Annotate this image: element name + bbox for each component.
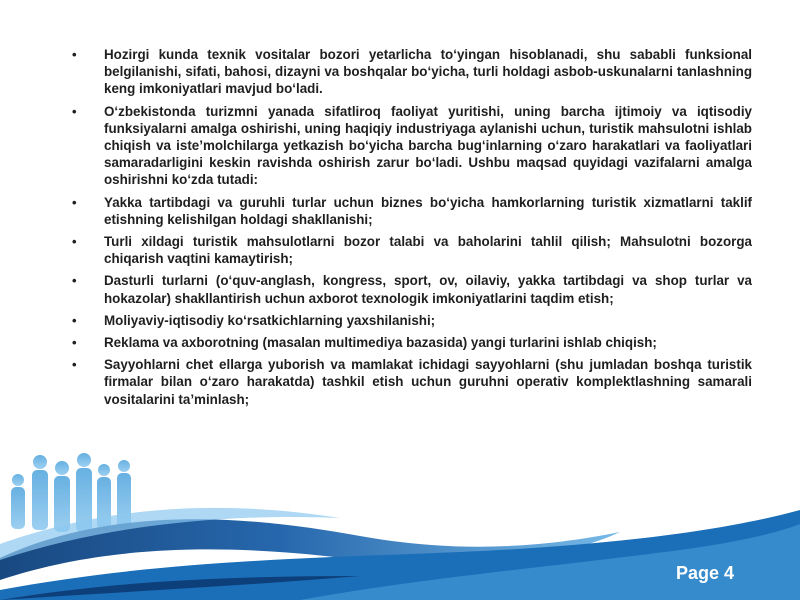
- bullet-item: [72, 194, 752, 228]
- bullet-text: Hozirgi kunda texnik vositalar bozori yetarlicha to‘yingan hisoblanadi, shu sababli funksional belgilanishi, sifati, bahosi, dizayni va boshqalar bo‘yicha, turli holdagi asbob-uskunalarni tanlashning keng imkoniyatlari mavjud bo‘ladi.: [104, 47, 752, 97]
- bullet-marker: •: [72, 312, 77, 328]
- bullet-list: [72, 46, 752, 413]
- bullet-marker: •: [72, 194, 77, 210]
- bullet-marker: •: [72, 273, 77, 289]
- bullet-marker: •: [72, 103, 77, 119]
- bullet-text: Moliyaviy-iqtisodiy ko‘rsatkichlarning yaxshilanishi;: [104, 312, 436, 328]
- bullet-item: [72, 312, 752, 329]
- bullet-text: Sayyohlarni chet ellarga yuborish va mamlakat ichidagi sayyohlarni (shu jumladan boshqa turistik firmalar bilan o‘zaro harakatda) tashkil etish uchun guruhni operativ komplektlashning samarali vositalarini ta’minlash;: [104, 357, 752, 407]
- bullet-item: [72, 46, 752, 98]
- bullet-marker: •: [72, 47, 77, 62]
- bullet-text: Turli xildagi turistik mahsulotlarni bozor talabi va baholarini tahlil qilish; Mahsulotni bozorga chiqarish vaqtini kamaytirish;: [104, 234, 752, 267]
- bullet-text: Dasturli turlarni (o‘quv-anglash, kongress, sport, ov, oilaviy, yakka tartibdagi va shop turlar va hokazolar) shakllantirish uchun axborot texnologik imkoniyatlarini taqdim etish;: [104, 273, 752, 306]
- bullet-item: [72, 334, 752, 351]
- bullet-text: O‘zbekistonda turizmni yanada sifatliroq faoliyat yuritishi, uning barcha ijtimoiy va iqtisodiy funksiyalarni amalga oshirishi, uning haqiqiy industriyaga aylanishi uchun, turistik mahsulotni ishlab chiqish va iste’molchilarga yetkazish bo‘yicha barcha bug‘inlarning o‘zaro harakatlari va faoliyatlari samaradarligini keskin ravishda oshirish zarur bo‘ladi. Ushbu maqsad quyidagi vazifalarni amalga oshirishni ko‘zda tutadi:: [104, 103, 752, 188]
- bullet-item: [72, 272, 752, 306]
- bullet-marker: •: [72, 335, 77, 351]
- bullet-item: [72, 103, 752, 189]
- bullet-text: Reklama va axborotning (masalan multimediya bazasida) yangi turlarini ishlab chiqish;: [104, 335, 657, 351]
- bullet-marker: •: [72, 357, 77, 373]
- bullet-item: [72, 356, 752, 408]
- bullet-text: Yakka tartibdagi va guruhli turlar uchun biznes bo‘yicha hamkorlarning turistik xizmatlarni taklif etishning kelishilgan holdagi shakllanishi;: [104, 194, 752, 227]
- bullet-item: [72, 233, 752, 267]
- bullet-marker: •: [72, 234, 77, 250]
- page-number-label: Page 4: [675, 563, 734, 583]
